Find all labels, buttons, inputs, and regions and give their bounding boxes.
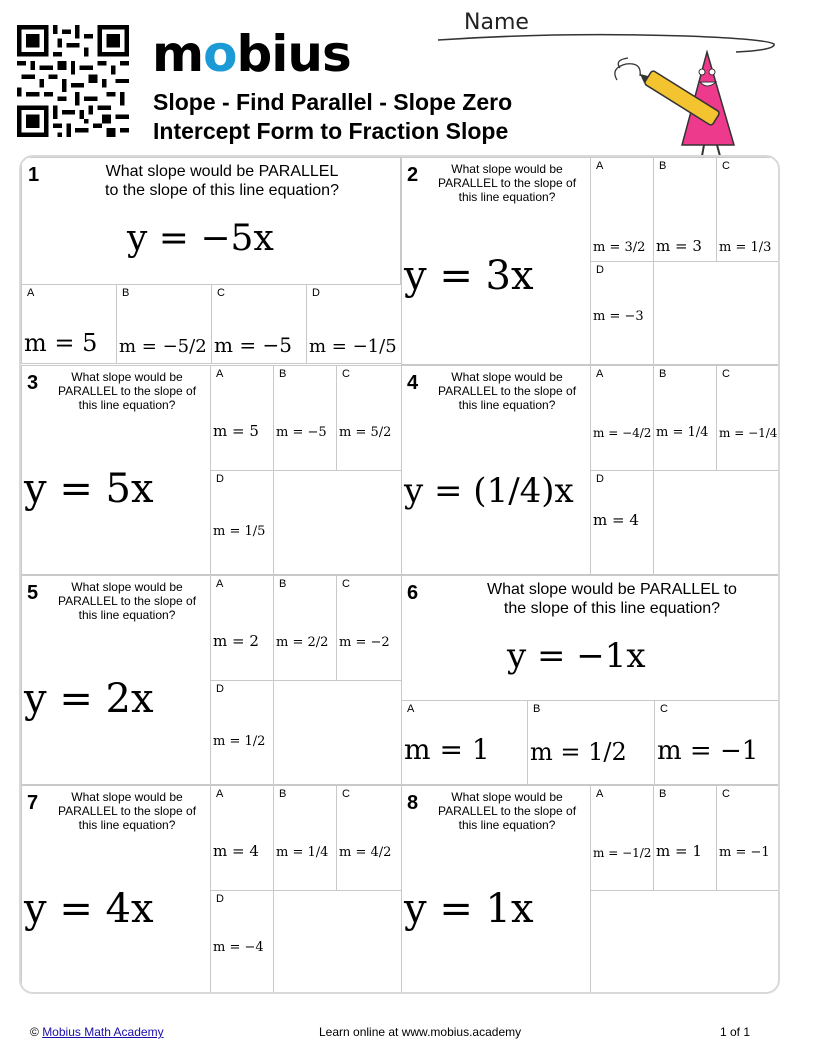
- line-equation: y = 3x: [404, 253, 534, 299]
- line-equation: y = 5x: [24, 466, 154, 512]
- title-line-2: Intercept Form to Fraction Slope: [153, 118, 509, 144]
- option-value: m = 3/2: [593, 240, 646, 255]
- option-c[interactable]: [654, 700, 780, 785]
- option-letter: D: [216, 473, 224, 485]
- problem-5: [21, 575, 211, 785]
- blank-cell: [273, 680, 402, 785]
- option-letter: C: [722, 788, 730, 800]
- option-a[interactable]: [210, 785, 274, 891]
- option-d[interactable]: [590, 470, 654, 575]
- question-text: What slope would be PARALLEL to the slope of this line equation?: [487, 581, 737, 617]
- mobius-logo: mobius: [152, 25, 351, 83]
- blank-cell: [273, 890, 402, 994]
- option-b[interactable]: [653, 157, 717, 262]
- line-equation: y = −1x: [507, 636, 646, 676]
- option-letter: B: [659, 160, 667, 172]
- option-value: m = 4: [213, 842, 259, 860]
- option-value: m = 3: [656, 237, 702, 255]
- option-value: m = −1: [719, 845, 770, 860]
- option-c[interactable]: [716, 365, 780, 471]
- option-value: m = 1: [404, 733, 490, 766]
- problem-number: 7: [27, 792, 39, 814]
- option-letter: A: [596, 788, 604, 800]
- footer-page-number: 1 of 1: [720, 1025, 751, 1039]
- problem-4: [401, 365, 591, 575]
- name-label: Name: [464, 10, 529, 35]
- problem-number: 3: [27, 372, 39, 394]
- option-d[interactable]: [210, 470, 274, 575]
- option-b[interactable]: [273, 785, 337, 891]
- problem-number: 2: [407, 164, 419, 186]
- line-equation: y = 1x: [404, 886, 534, 932]
- option-letter: B: [659, 368, 667, 380]
- option-value: m = 1/2: [530, 738, 627, 766]
- problem-number: 1: [28, 164, 40, 186]
- problem-number: 6: [407, 582, 419, 604]
- problem-3: [21, 365, 211, 575]
- option-a[interactable]: [210, 365, 274, 471]
- option-c[interactable]: [336, 575, 402, 681]
- problem-number: 8: [407, 792, 419, 814]
- option-value: m = −5: [276, 425, 327, 440]
- option-value: m = −3: [593, 309, 644, 324]
- option-letter: D: [596, 264, 604, 276]
- question-text: What slope would be PARALLEL to the slope of this line equation?: [437, 790, 577, 832]
- option-b[interactable]: [116, 284, 212, 364]
- line-equation: y = 4x: [24, 886, 154, 932]
- option-d[interactable]: [210, 890, 274, 994]
- option-value: m = 1/4: [276, 845, 329, 860]
- option-letter: D: [216, 683, 224, 695]
- footer-website: Learn online at www.mobius.academy: [319, 1025, 522, 1039]
- footer-copyright: © Mobius Math Academy: [30, 1025, 164, 1039]
- option-b[interactable]: [653, 365, 717, 471]
- option-letter: C: [722, 368, 730, 380]
- problem-number: 4: [407, 372, 419, 394]
- blank-cell: [590, 890, 780, 994]
- option-d[interactable]: [590, 261, 654, 365]
- option-value: m = 5: [24, 329, 98, 357]
- option-value: m = −2: [339, 635, 390, 650]
- option-letter: B: [279, 368, 287, 380]
- option-letter: C: [217, 287, 225, 299]
- option-b[interactable]: [273, 365, 337, 471]
- option-value: m = 4: [593, 511, 639, 529]
- option-value: m = −5: [214, 333, 292, 357]
- option-letter: D: [596, 473, 604, 485]
- option-value: m = −1/4: [719, 426, 778, 440]
- option-value: m = 2: [213, 632, 259, 650]
- option-value: m = −4: [213, 940, 264, 955]
- option-letter: B: [279, 578, 287, 590]
- option-value: m = −5/2: [119, 336, 207, 357]
- option-value: m = −4/2: [593, 426, 652, 440]
- option-letter: B: [279, 788, 287, 800]
- worksheet-title: [153, 88, 512, 146]
- option-value: m = −1/2: [593, 846, 652, 860]
- mascot-illustration: [612, 50, 742, 158]
- blank-cell: [273, 470, 402, 575]
- option-letter: C: [342, 788, 350, 800]
- option-value: m = 1/4: [656, 425, 709, 440]
- option-letter: B: [533, 703, 541, 715]
- option-b[interactable]: [273, 575, 337, 681]
- option-a[interactable]: [590, 157, 654, 262]
- line-equation: y = −5x: [127, 218, 274, 259]
- option-value: m = 2/2: [276, 635, 329, 650]
- option-letter: B: [659, 788, 667, 800]
- question-text: What slope would be PARALLEL to the slope of this line equation?: [57, 580, 197, 622]
- option-a[interactable]: [590, 365, 654, 471]
- option-c[interactable]: [716, 785, 780, 891]
- option-a[interactable]: [401, 700, 528, 785]
- option-value: m = 1/3: [719, 240, 772, 255]
- option-letter: D: [312, 287, 320, 299]
- problem-6: [401, 575, 780, 701]
- option-letter: A: [216, 788, 224, 800]
- question-text: What slope would be PARALLEL to the slope of this line equation?: [57, 790, 197, 832]
- option-letter: D: [216, 893, 224, 905]
- option-d[interactable]: [210, 680, 274, 785]
- option-c[interactable]: [336, 785, 402, 891]
- option-c[interactable]: [211, 284, 307, 364]
- option-letter: C: [660, 703, 668, 715]
- option-c[interactable]: [336, 365, 402, 471]
- option-c[interactable]: [716, 157, 780, 262]
- option-b[interactable]: [653, 785, 717, 891]
- option-letter: A: [216, 368, 224, 380]
- option-d[interactable]: [306, 284, 402, 364]
- problem-1: [21, 157, 401, 285]
- blank-cell: [653, 261, 780, 365]
- problem-7: [21, 785, 211, 994]
- question-text: What slope would be PARALLEL to the slope of this line equation?: [437, 370, 577, 412]
- option-value: m = 4/2: [339, 845, 392, 860]
- option-letter: B: [122, 287, 130, 299]
- option-letter: A: [407, 703, 415, 715]
- option-b[interactable]: [527, 700, 655, 785]
- qr-code: [17, 25, 129, 137]
- blank-cell: [653, 470, 780, 575]
- footer-link[interactable]: Mobius Math Academy: [42, 1025, 164, 1039]
- option-value: m = 1/2: [213, 734, 266, 749]
- option-value: m = −1/5: [309, 336, 397, 357]
- question-text: What slope would be PARALLEL to the slope of this line equation?: [437, 162, 577, 204]
- problem-grid: [19, 155, 780, 994]
- problem-8: [401, 785, 591, 994]
- option-value: m = −1: [657, 736, 759, 766]
- option-letter: A: [596, 368, 604, 380]
- option-letter: C: [342, 578, 350, 590]
- problem-2: [401, 157, 591, 365]
- option-a[interactable]: [21, 284, 117, 364]
- option-letter: A: [27, 287, 35, 299]
- option-value: m = 5/2: [339, 425, 392, 440]
- problem-number: 5: [27, 582, 39, 604]
- option-a[interactable]: [210, 575, 274, 681]
- option-letter: A: [216, 578, 224, 590]
- question-text: What slope would be PARALLEL to the slope of this line equation?: [105, 163, 339, 199]
- question-text: What slope would be PARALLEL to the slope of this line equation?: [57, 370, 197, 412]
- option-letter: A: [596, 160, 604, 172]
- option-letter: C: [722, 160, 730, 172]
- line-equation: y = 2x: [24, 676, 154, 722]
- option-value: m = 1: [656, 842, 702, 860]
- title-line-1: Slope - Find Parallel - Slope Zero: [153, 89, 513, 115]
- option-value: m = 5: [213, 422, 259, 440]
- line-equation: y = (1/4)x: [404, 471, 574, 511]
- option-a[interactable]: [590, 785, 654, 891]
- option-letter: C: [342, 368, 350, 380]
- option-value: m = 1/5: [213, 524, 266, 539]
